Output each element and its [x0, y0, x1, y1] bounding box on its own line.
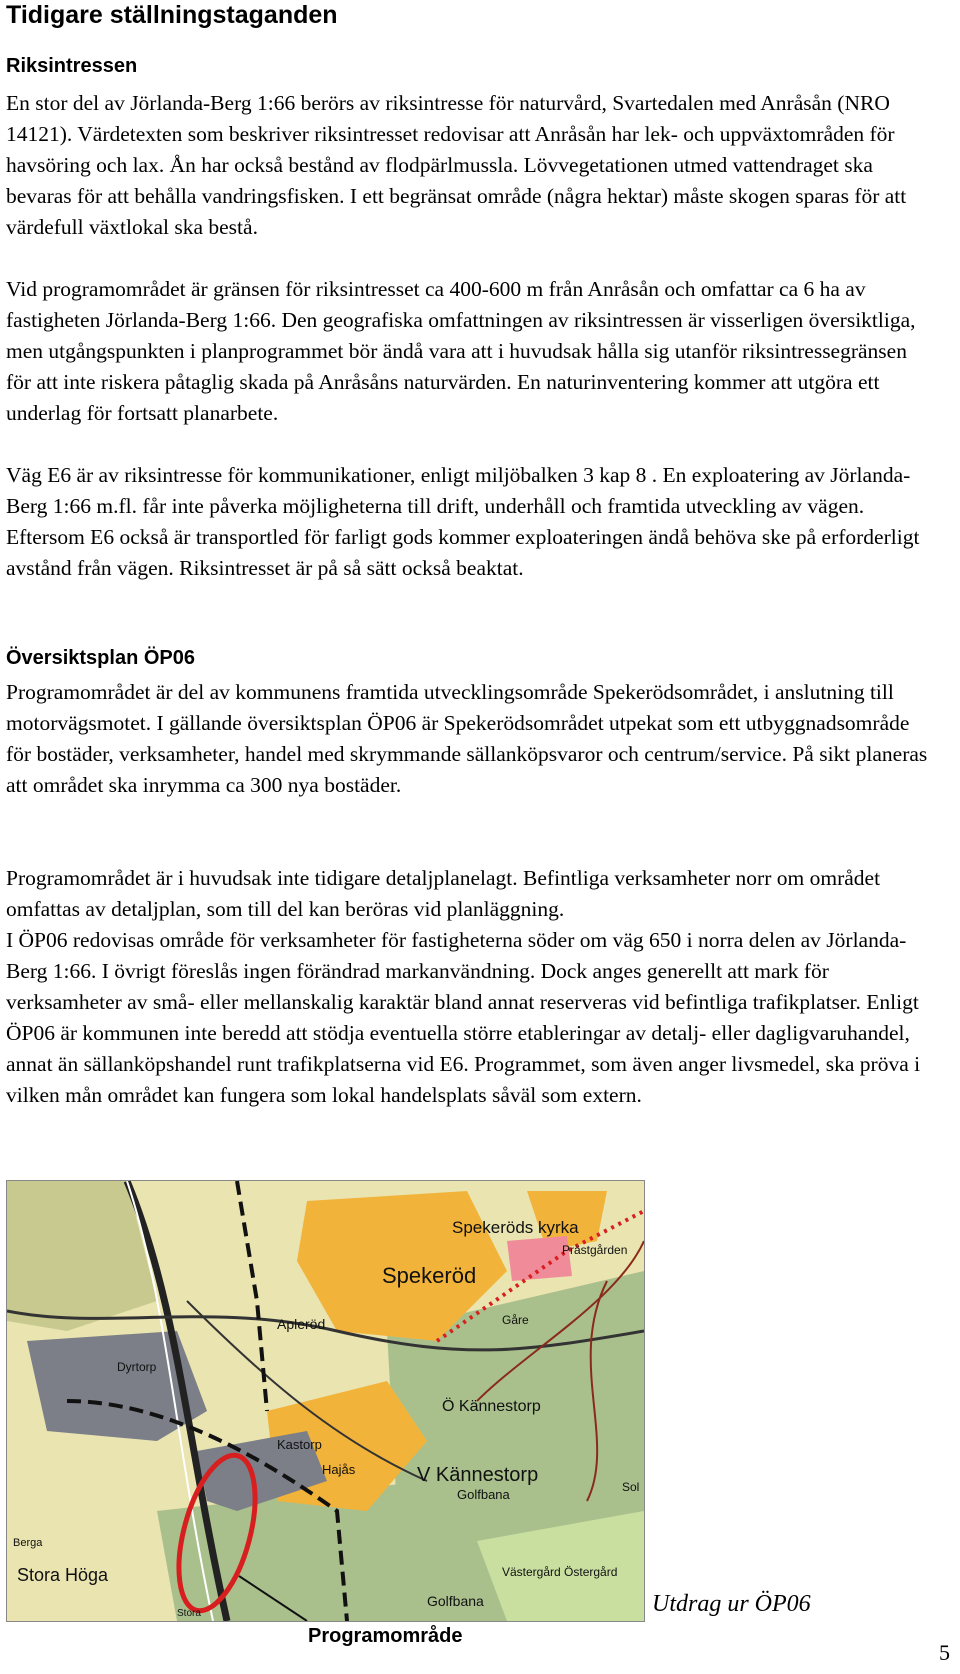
paragraph: Väg E6 är av riksintresse för kommunikationer, enligt miljöbalken 3 kap 8 . En exploatering av Jörlanda-Berg 1:66 m.fl. får inte påverka möjligheterna till drift, underhåll och framtida utveckling av vägen. Eftersom E6 också är transportled för farligt gods kommer exploateringen ändå behöva ske på erforderligt avstånd från vägen. Riksintresset är på så sätt också beaktat.: [6, 463, 920, 580]
programomrade-label: Programområde: [308, 1625, 463, 1647]
section-title-riksintressen: Riksintressen: [6, 55, 138, 77]
map-label: Stora: [177, 1608, 201, 1619]
op06-map-excerpt: [6, 1180, 645, 1622]
page-number: 5: [939, 1640, 950, 1665]
map-caption: Utdrag ur ÖP06: [652, 1591, 811, 1617]
map-label: Apleröd: [277, 1316, 326, 1332]
map-label: Berga: [13, 1537, 43, 1549]
map-label: Spekeröds kyrka: [452, 1218, 579, 1237]
map-label: Ö Kännestorp: [442, 1398, 541, 1415]
map-label: V Kännestorp: [417, 1464, 539, 1486]
map-label: Spekeröd: [382, 1263, 477, 1288]
map-label: Västergård Östergård: [502, 1565, 618, 1579]
paragraph: I ÖP06 redovisas område för verksamheter för fastigheterna söder om väg 650 i norra delen av Jörlanda-Berg 1:66. I övrigt föreslås ingen förändrad markanvändning. Dock anges generellt att mark för verksamheter av små- eller mellanskalig karaktär bland annat reserveras vid befintliga trafikplatser. Enligt ÖP06 är kommunen inte beredd att stödja eventuella större etableringar av detalj- eller dagligvaruhandel, annat än sällanköpshandel runt trafikplatserna vid E6. Programmet, som även anger livsmedel, ska pröva i vilken mån området kan fungera som lokal handelsplats såväl som extern.: [6, 928, 921, 1107]
map-label: Hajås: [322, 1462, 356, 1477]
map-label: Gåre: [502, 1313, 529, 1327]
paragraph: Programområdet är i huvudsak inte tidigare detaljplanelagt. Befintliga verksamheter norr om området omfattas av detaljplan, som till del kan beröras vid planläggning.: [6, 866, 881, 921]
map-label: Golfbana: [427, 1593, 484, 1609]
map-label: Kastorp: [277, 1437, 322, 1452]
paragraph: Vid programområdet är gränsen för riksintresset ca 400-600 m från Anråsån och omfattar ca 6 ha av fastigheten Jörlanda-Berg 1:66. Den geografiska omfattningen av riksintressen är visserligen översiktliga, men utgångspunkten i planprogrammet bör ändå vara att i huvudsak hålla sig utanför riksintressegränsen för att inte riskera påtaglig skada på Anråsåns naturvärden. En naturinventering kommer att utgöra ett underlag för fortsatt planarbete.: [6, 277, 916, 425]
map-label: Prästgården: [562, 1243, 628, 1257]
paragraph: Programområdet är del av kommunens framtida utvecklingsområde Spekerödsområdet, i anslutning till motorvägsmotet. I gällande översiktsplan ÖP06 är Spekerödsområdet utpekat som ett utbyggnadsområde för bostäder, verksamheter, handel med skrymmande sällanköpsvaror och centrum/service. På sikt planeras att området ska inrymma ca 300 nya bostäder.: [6, 680, 928, 797]
map-label: Stora Höga: [17, 1565, 109, 1585]
map-label: Golfbana: [457, 1487, 510, 1502]
section-title-oversiktsplan: Översiktsplan ÖP06: [6, 647, 195, 669]
page-heading: Tidigare ställningstaganden: [6, 1, 338, 29]
paragraph: En stor del av Jörlanda-Berg 1:66 berörs av riksintresse för naturvård, Svartedalen med Anråsån (NRO 14121). Värdetexten som beskriver riksintresset redovisar att Anråsån har lek- och uppväxtområden för havsöring och lax. Ån har också bestånd av flodpärlmussla. Lövvegetationen utmed vattendraget ska bevaras för att behålla vandringsfisken. I ett begränsat område (några hektar) måste skogen sparas för att värdefull växtlokal ska bestå.: [6, 91, 907, 239]
map-label: Sol: [622, 1480, 640, 1494]
map-label: Dyrtorp: [117, 1360, 157, 1374]
